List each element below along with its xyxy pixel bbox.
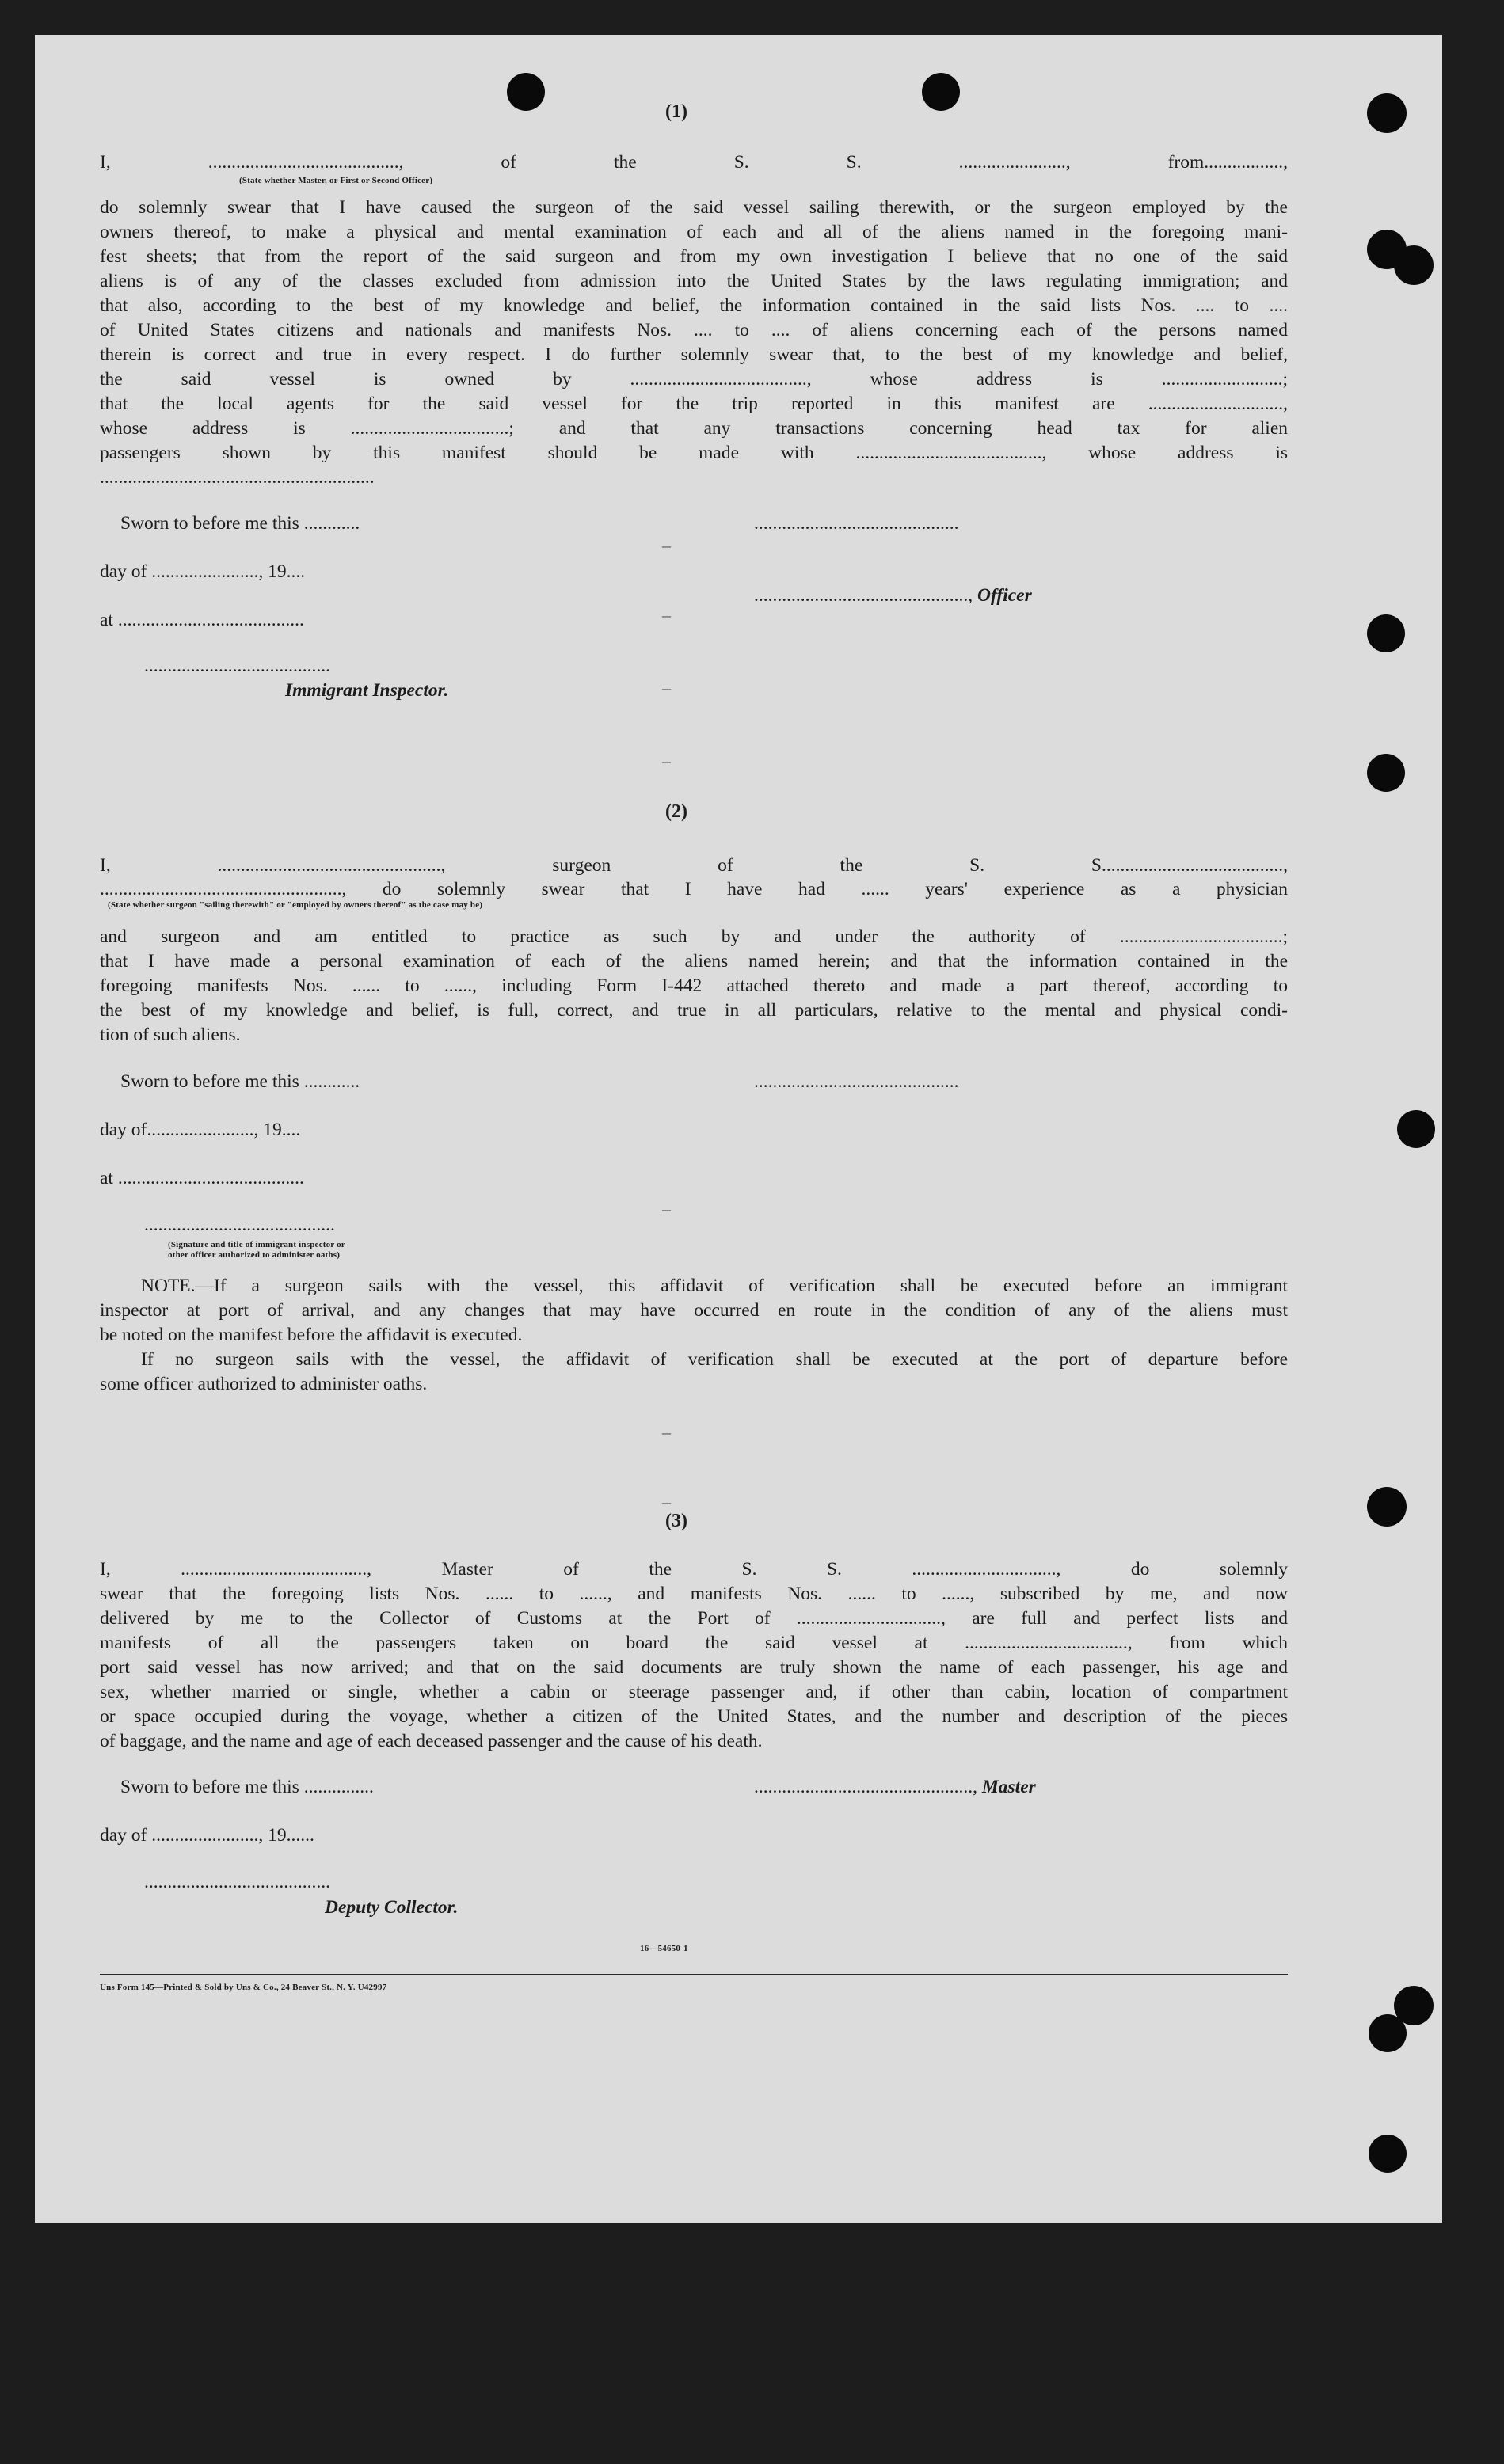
section-1-at: at ........................................ — [100, 610, 304, 630]
form-code: 16—54650-1 — [640, 1944, 688, 1953]
margin-tick: – — [662, 605, 671, 625]
note-line: be noted on the manifest before the affidavit is executed. — [100, 1325, 523, 1345]
section-3-line: of baggage, and the name and age of each deceased passenger and the cause of his death. — [100, 1731, 763, 1751]
section-1-officer-signature — [754, 585, 1032, 606]
officer-label: Officer — [977, 585, 1032, 606]
officer-dots: .............................................., — [754, 585, 977, 606]
note-line: NOTE.—If a surgeon sails with the vessel, this affidavit of verification shall be executed before an immigrant — [141, 1276, 1288, 1296]
section-3-line: manifests of all the passengers taken on board the said vessel at ..................................., from which — [100, 1633, 1288, 1653]
punch-hole — [1369, 2135, 1407, 2173]
section-3-line: sex, whether married or single, whether a cabin or steerage passenger and, if other than cabin, location of compartment — [100, 1682, 1288, 1702]
margin-tick: – — [662, 1492, 671, 1511]
master-officer-note: (State whether Master, or First or Second Officer) — [239, 176, 433, 185]
section-2-line: ...................................................., do solemnly swear that I have had ...... years' experience as a physician — [100, 879, 1288, 899]
printer-footer: Uns Form 145—Printed & Sold by Uns & Co., 24 Beaver St., N. Y. U42997 — [100, 1983, 387, 1992]
note-line: some officer authorized to administer oaths. — [100, 1374, 428, 1394]
punch-hole — [1367, 754, 1405, 792]
section-1-number: (1) — [665, 101, 687, 122]
section-3-line: swear that the foregoing lists Nos. ...... to ......, and manifests Nos. ...... to ......, subscribed by me, and now — [100, 1584, 1288, 1604]
section-1-line: aliens is of any of the classes excluded from admission into the United States by the laws regulating immigration; and — [100, 271, 1288, 291]
section-2-line: foregoing manifests Nos. ...... to ......, including Form I-442 attached thereto and made a part thereof, according to — [100, 975, 1288, 996]
section-2-line: I, ................................................, surgeon of the S. S......................................., — [100, 855, 1288, 876]
section-1-dots-line: ........................................................... — [100, 467, 375, 488]
section-3-line: I, ........................................, Master of the S. S. ..............................., do solemnly — [100, 1559, 1288, 1580]
section-1-line: of United States citizens and nationals and manifests Nos. .... to .... of aliens concerning each of the persons named — [100, 320, 1288, 340]
master-dots: ..............................................., — [754, 1777, 982, 1797]
master-label: Master — [981, 1777, 1036, 1797]
punch-hole — [1367, 614, 1405, 652]
punch-hole — [922, 73, 960, 111]
section-1-line: the said vessel is owned by ......................................, whose address is ..........................; — [100, 369, 1288, 390]
section-2-line: tion of such aliens. — [100, 1025, 241, 1045]
section-3-sworn: Sworn to before me this ............... — [120, 1777, 374, 1797]
section-1-line: that also, according to the best of my knowledge and belief, the information contained in the said lists Nos. .... to .... — [100, 295, 1288, 316]
section-3-master-signature — [754, 1777, 1036, 1798]
section-2-line: that I have made a personal examination of each of the aliens named herein; and that the information contained in the — [100, 951, 1288, 972]
immigrant-inspector-label: Immigrant Inspector. — [285, 680, 449, 701]
punch-hole — [1367, 93, 1407, 133]
punch-hole — [1397, 1110, 1435, 1148]
margin-tick: – — [662, 1199, 671, 1219]
section-1-line: whose address is ..................................; and that any transactions concerning head tax for alien — [100, 418, 1288, 439]
section-1-line: passengers shown by this manifest should be made with ........................................, whose address is — [100, 443, 1288, 463]
section-1-line: do solemnly swear that I have caused the surgeon of the said vessel sailing therewith, or the surgeon employed by the — [100, 197, 1288, 218]
section-2-surgeon-dots: ............................................ — [754, 1071, 959, 1092]
section-1-line: therein is correct and true in every respect. I do further solemnly swear that, to the best of my knowledge and belief, — [100, 344, 1288, 365]
deputy-collector-label: Deputy Collector. — [325, 1897, 459, 1918]
section-2-line: the best of my knowledge and belief, is full, correct, and true in all particulars, relative to the mental and physical condi- — [100, 1000, 1288, 1021]
signature-note-2: other officer authorized to administer oaths) — [168, 1250, 341, 1260]
section-1-first-line: I, ........................................., of the S. S. ......................., from................., — [100, 152, 1288, 173]
section-3-line: or space occupied during the voyage, whether a citizen of the United States, and the number and description of the pieces — [100, 1706, 1288, 1727]
signature-note-1: (Signature and title of immigrant inspector or — [168, 1240, 345, 1249]
section-1-sworn: Sworn to before me this ............ — [120, 513, 360, 534]
punch-hole — [1369, 2014, 1407, 2052]
punch-hole — [1367, 1487, 1407, 1527]
footer-rule — [100, 1974, 1288, 1975]
section-2-line: and surgeon and am entitled to practice as such by and under the authority of ...................................; — [100, 926, 1288, 947]
note-line: inspector at port of arrival, and any changes that may have occurred en route in the condition of any of the aliens must — [100, 1300, 1288, 1321]
section-1-line: that the local agents for the said vessel for the trip reported in this manifest are ............................., — [100, 394, 1288, 414]
margin-tick: – — [662, 1422, 671, 1442]
section-1-day: day of ......................., 19.... — [100, 561, 306, 582]
punch-hole — [1394, 245, 1434, 285]
section-3-line: delivered by me to the Collector of Customs at the Port of ..............................., are full and perfect lists and — [100, 1608, 1288, 1629]
section-1-officer-dots-top: ............................................ — [754, 513, 959, 534]
section-1-line: fest sheets; that from the report of the said surgeon and from my own investigation I believe that no one of the said — [100, 246, 1288, 267]
section-3-line: port said vessel has now arrived; and that on the said documents are truly shown the name of each passenger, his age and — [100, 1657, 1288, 1678]
section-2-day: day of......................., 19.... — [100, 1120, 301, 1140]
section-3-day: day of ......................., 19...... — [100, 1825, 314, 1846]
punch-hole — [507, 73, 545, 111]
margin-tick: – — [662, 751, 671, 770]
section-2-signature-dots: ......................................... — [144, 1215, 335, 1235]
section-1-inspector-dots: ........................................ — [144, 656, 330, 676]
margin-tick: – — [662, 678, 671, 698]
note-line: If no surgeon sails with the vessel, the affidavit of verification shall be executed at the port of departure before — [141, 1349, 1288, 1370]
section-3-collector-dots: ........................................ — [144, 1872, 330, 1892]
section-2-at: at ........................................ — [100, 1168, 304, 1188]
section-3-number: (3) — [665, 1511, 687, 1531]
section-1-line: owners thereof, to make a physical and mental examination of each and all of the aliens named in the foregoing mani- — [100, 222, 1288, 242]
surgeon-note: (State whether surgeon "sailing therewith" or "employed by owners thereof" as the case may be) — [108, 900, 483, 910]
section-2-number: (2) — [665, 801, 687, 822]
section-2-sworn: Sworn to before me this ............ — [120, 1071, 360, 1092]
margin-tick: – — [662, 535, 671, 555]
document-page — [35, 35, 1442, 2223]
